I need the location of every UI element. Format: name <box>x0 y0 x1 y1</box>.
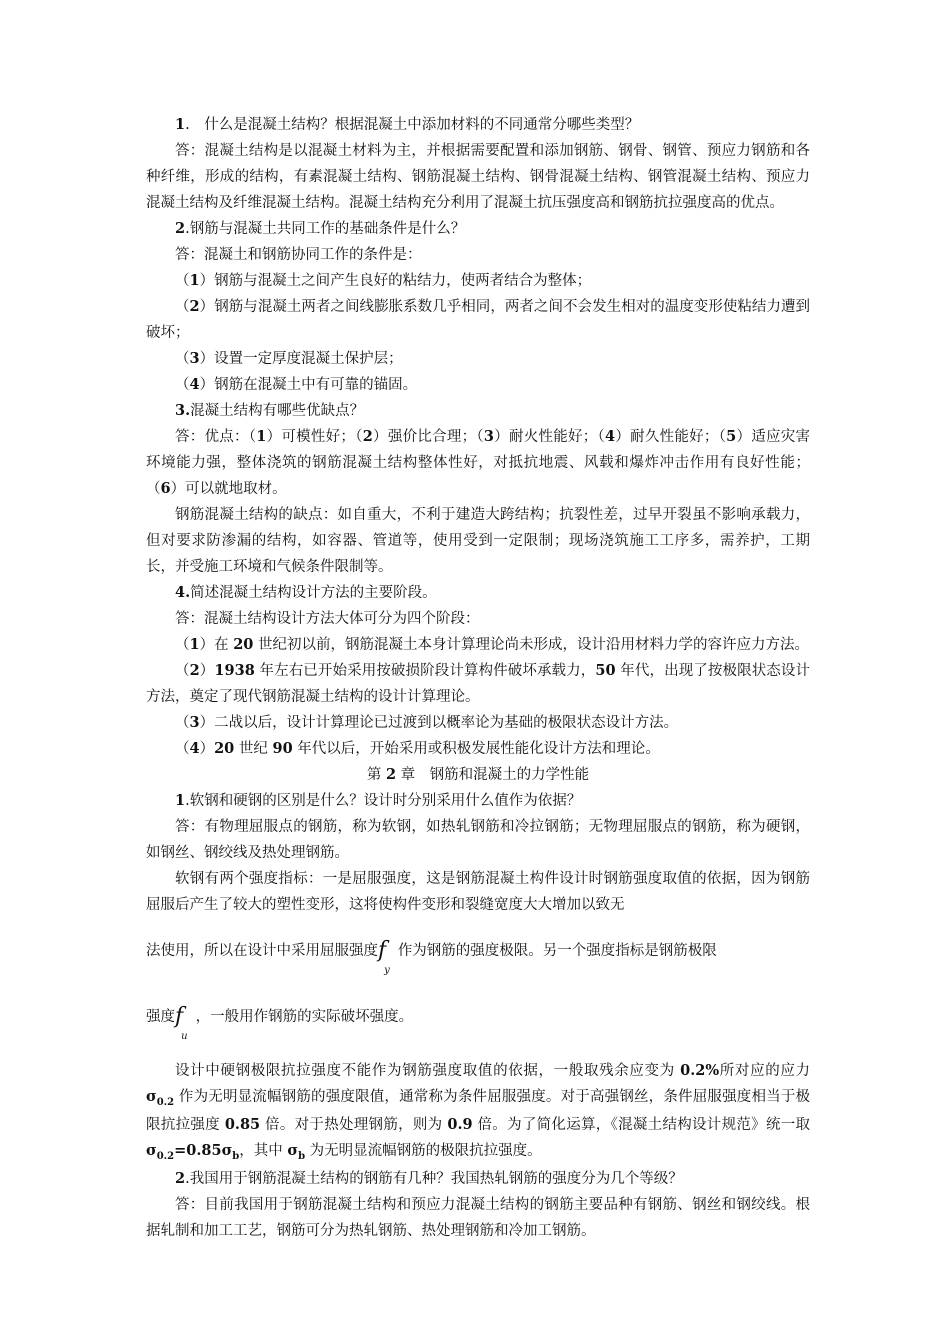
bold-number: 20 <box>233 636 254 653</box>
text-fragment: 设计中硬钢极限抗拉强度不能作为钢筋强度取值的依据，一般取残余应变为 <box>175 1063 681 1079</box>
stage-item: （4）20 世纪 90 年代以后，开始采用或积极发展性能化设计方法和理论。 <box>175 740 660 757</box>
subscript: b <box>298 1151 306 1162</box>
chapter-heading <box>146 762 810 788</box>
item-number: 1 <box>189 272 200 289</box>
text-fragment: 倍。为了简化运算，《混凝土结构设计规范》统一取 <box>472 1117 811 1133</box>
question-1-1 <box>146 112 810 138</box>
sigma-symbol: σ <box>146 1088 157 1105</box>
bold-number: 90 <box>272 740 293 757</box>
item-text: 可以就地取材。 <box>185 481 287 497</box>
item-number: 2 <box>189 298 200 315</box>
text-fragment: 作为钢筋的强度极限。另一个强度指标是钢筋极限 <box>397 943 717 959</box>
bold-number: 0.2% <box>680 1062 720 1079</box>
question-text: 混凝土结构有哪些优缺点？ <box>190 403 365 419</box>
text-fragment: ，一般用作钢筋的实际破坏强度。 <box>195 1009 414 1025</box>
bold-number: 0.9 <box>447 1116 473 1133</box>
item-number: 1 <box>189 636 200 653</box>
soft-steel-paragraph <box>146 866 810 918</box>
answer-1-3-disadvantages: 钢筋混凝土结构的缺点：如自重大，不利于建造大跨结构；抗裂性差，过早开裂虽不影响承载力，但对要求防渗漏的结构，如容器、管道等，使用受到一定限制；现场浇筑施工工序多，需养护，工期长，并受施工环境和气候条件限制等。 <box>146 507 810 575</box>
chapter-number: 2 <box>385 766 397 783</box>
item-number: 4 <box>189 740 200 757</box>
text-fragment: 法使用，所以在设计中采用屈服强度 <box>146 943 378 959</box>
item-text: 钢筋在混凝土中有可靠的锚固。 <box>214 377 418 393</box>
question-number: 4. <box>175 584 191 601</box>
item-number: 5 <box>726 428 737 445</box>
item-number: 2 <box>362 428 373 445</box>
subscript: 0.2 <box>156 1151 175 1162</box>
answer-lead: 答：优点： <box>175 429 249 445</box>
bold-number: 20 <box>214 740 235 757</box>
bold-number: 0.85 <box>224 1116 261 1133</box>
item-text: 钢筋与混凝土之间产生良好的粘结力，使两者结合为整体； <box>214 273 592 289</box>
item-text: 可模性好； <box>281 429 355 445</box>
condition-item: （2）钢筋与混凝土两者之间线膨胀系数几乎相同，两者之间不会发生相对的温度变形使粘结力遭到破坏； <box>146 298 811 341</box>
item-number: 6 <box>160 480 171 497</box>
soft-steel-line-fu <box>146 984 810 1050</box>
item-number: 4 <box>605 428 616 445</box>
question-text: 简述混凝土结构设计方法的主要阶段。 <box>190 585 437 601</box>
text-fragment: 世纪 <box>234 741 273 757</box>
answer-2-2: 答：目前我国用于钢筋混凝土结构和预应力混凝土结构的钢筋主要品种有钢筋、钢丝和钢绞线。根据轧制和加工工艺，钢筋可分为热轧钢筋、热处理钢筋和冷加工钢筋。 <box>146 1197 810 1239</box>
question-1-3 <box>146 398 810 424</box>
answer-1-1: 答：混凝土结构是以混凝土材料为主，并根据需要配置和添加钢筋、钢骨、钢管、预应力钢筋和各种纤维，形成的结构，有素混凝土结构、钢筋混凝土结构、钢骨混凝土结构、钢管混凝土结构、预应力混凝土结构及纤维混凝土结构。混凝土结构充分利用了混凝土抗压强度高和钢筋抗拉强度高的优点。 <box>146 143 810 211</box>
formula-subscript: u <box>181 1031 188 1042</box>
question-number: 3. <box>175 402 191 419</box>
item-text: 耐久性能好； <box>630 429 719 445</box>
question-2-2 <box>146 1166 810 1192</box>
sigma-symbol: σ <box>287 1142 299 1159</box>
question-number: 2 <box>175 1170 186 1187</box>
document-page <box>146 112 810 1244</box>
item-text: 二战以后，设计计算理论已过渡到以概率论为基础的极限状态设计方法。 <box>214 715 679 731</box>
question-number: 1 <box>175 792 186 809</box>
item-number: 3 <box>483 428 494 445</box>
stage-item: （1）在 20 世纪初以前，钢筋混凝土本身计算理论尚未形成，设计沿用材料力学的容许应力方法。 <box>175 636 809 653</box>
condition-item: （4）钢筋在混凝土中有可靠的锚固。 <box>175 376 418 393</box>
item-text: 适应灾害环境能力强，整体浇筑的钢筋混凝土结构整体性好，对抵抗地震、风载和爆炸冲击作用有良好性能； <box>146 429 811 471</box>
item-number: 3 <box>189 350 200 367</box>
stage-item: （3）二战以后，设计计算理论已过渡到以概率论为基础的极限状态设计方法。 <box>175 714 679 731</box>
item-number: 4 <box>189 376 200 393</box>
item-text: 钢筋与混凝土两者之间线膨胀系数几乎相同，两者之间不会发生相对的温度变形使粘结力遭到破坏； <box>146 299 811 341</box>
bold-number: 50 <box>595 662 616 679</box>
question-number: 2 <box>175 220 186 237</box>
stage-item: （2）1938 年左右已开始采用按破损阶段计算构件破坏承载力，50 年代，出现了按极限状态设计方法，奠定了现代钢筋混凝土结构的设计计算理论。 <box>146 662 811 705</box>
text-fragment: 所对应的应力 <box>719 1063 811 1079</box>
question-text: . 什么是混凝土结构？根据混凝土中添加材料的不同通常分哪些类型？ <box>185 117 640 133</box>
hard-steel-paragraph <box>146 1058 810 1166</box>
text-fragment: 章 钢筋和混凝土的力学性能 <box>396 767 590 783</box>
text-fragment: 年代，出现了按极限状态设计方法，奠定了现代钢筋混凝土结构的设计计算理论。 <box>146 663 811 705</box>
subscript: b <box>232 1151 240 1162</box>
item-number: 1 <box>256 428 267 445</box>
formula-subscript: y <box>384 965 390 976</box>
condition-item: （1）钢筋与混凝土之间产生良好的粘结力，使两者结合为整体； <box>175 272 592 289</box>
text-fragment: 年代以后，开始采用或积极发展性能化设计方法和理论。 <box>292 741 660 757</box>
formula-symbol: f <box>378 938 387 963</box>
sigma-symbol: σ <box>146 1142 157 1159</box>
text-fragment: 软钢有两个强度指标：一是屈服强度，这是钢筋混凝土构件设计时钢筋强度取值的依据，因为钢筋屈服后产生了较大的塑性变形，这将使构件变形和裂缝宽度大大增加以致无 <box>146 871 810 913</box>
answer-1-4: 答：混凝土结构设计方法大体可分为四个阶段： <box>175 611 480 627</box>
item-text: 设置一定厚度混凝土保护层； <box>214 351 403 367</box>
text-fragment: 强度 <box>146 1009 175 1025</box>
text-fragment: 在 <box>214 637 234 653</box>
text-fragment: 作为无明显流幅钢筋的强度限值，通常称为条件屈服强度。对于高强钢丝，条件屈服强度相当于极限抗拉强度 <box>146 1089 810 1133</box>
condition-item: （3）设置一定厚度混凝土保护层； <box>175 350 403 367</box>
item-text: 强价比合理； <box>387 429 477 445</box>
answer-1-3: 答：优点：（1）可模性好；（2）强价比合理；（3）耐火性能好；（4）耐久性能好；（5）适应灾害环境能力强，整体浇筑的钢筋混凝土结构整体性好，对抵抗地震、风载和爆炸冲击作用有良好性能；（6）可以就地取材。 <box>146 428 811 497</box>
question-number: 1 <box>175 116 186 133</box>
question-2-1 <box>146 788 810 814</box>
bold-number: 1938 <box>214 662 255 679</box>
question-text: .钢筋与混凝土共同工作的基础条件是什么？ <box>185 221 466 237</box>
formula-symbol: f <box>175 1004 184 1029</box>
subscript: 0.2 <box>156 1097 175 1108</box>
text-fragment: 为无明显流幅钢筋的极限抗拉强度。 <box>305 1143 542 1159</box>
answer-1-2: 答：混凝土和钢筋协同工作的条件是： <box>175 247 422 263</box>
question-text: .我国用于钢筋混凝土结构的钢筋有几种？我国热轧钢筋的强度分为几个等级？ <box>185 1171 683 1187</box>
soft-steel-line-fy <box>146 918 810 984</box>
text-fragment: 世纪初以前，钢筋混凝土本身计算理论尚未形成，设计沿用材料力学的容许应力方法。 <box>253 637 809 653</box>
item-text: 耐火性能好； <box>508 429 598 445</box>
equation-fragment: =0.85σ <box>174 1142 233 1159</box>
text-fragment: ，其中 <box>239 1143 288 1159</box>
item-number: 3 <box>189 714 200 731</box>
question-1-2 <box>146 216 810 242</box>
question-text: .软钢和硬钢的区别是什么？设计时分别采用什么值作为依据？ <box>185 793 582 809</box>
answer-2-1: 答：有物理屈服点的钢筋，称为软钢，如热轧钢筋和冷拉钢筋；无物理屈服点的钢筋，称为硬钢，如钢丝、钢绞线及热处理钢筋。 <box>146 819 810 861</box>
item-number: 2 <box>189 662 200 679</box>
text-fragment: 年左右已开始采用按破损阶段计算构件破坏承载力， <box>254 663 596 679</box>
text-fragment: 倍。对于热处理钢筋，则为 <box>260 1117 448 1133</box>
text-fragment: 第 <box>366 767 386 783</box>
question-1-4 <box>146 580 810 606</box>
